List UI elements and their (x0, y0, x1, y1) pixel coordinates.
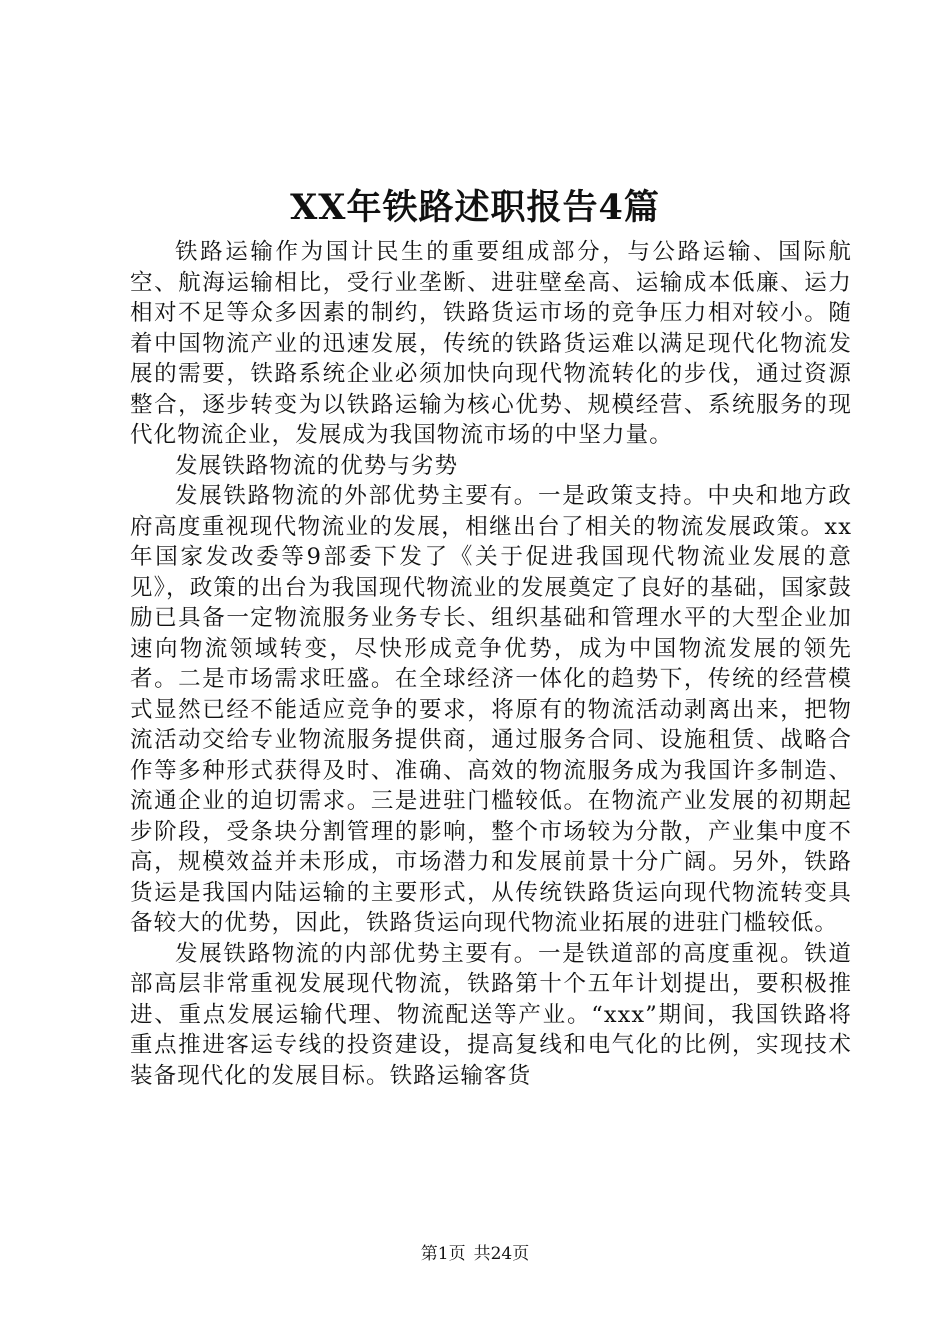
page-number: 第1页 (420, 1244, 466, 1264)
section-heading: 发展铁路物流的优势与劣势 (175, 452, 459, 479)
paragraph-intro: 铁路运输作为国计民生的重要组成部分，与公路运输、国际航空、航海运输相比，受行业垄断、进驻壁垒高、运输成本低廉、运力相对不足等众多因素的制约，铁路货运市场的竞争压力相对较小。随着中国物流产业的迅速发展，传统的铁路货运难以满足现代化物流发展的需要，铁路系统企业必须加快向现代物流转化的步伐，通过资源整合，逐步转变为以铁路运输为核心优势、规模经营、系统服务的现代化物流企业，发展成为我国物流市场的中坚力量。 (130, 239, 852, 448)
document-title: XX年铁路述职报告4篇 (290, 187, 660, 228)
paragraph-internal-advantages: 发展铁路物流的内部优势主要有。一是铁道部的高度重视。铁道部高层非常重视发展现代物流，铁路第十个五年计划提出，要积极推进、重点发展运输代理、物流配送等产业。“xxx”期间，我国铁路将重点推进客运专线的投资建设，提高复线和电气化的比例，实现技术装备现代化的发展目标。铁路运输客货 (130, 940, 852, 1089)
document-body (130, 237, 852, 1091)
total-pages: 共24页 (473, 1244, 530, 1264)
paragraph-external-advantages: 发展铁路物流的外部优势主要有。一是政策支持。中央和地方政府高度重视现代物流业的发展，相继出台了相关的物流发展政策。xx年国家发改委等9部委下发了《关于促进我国现代物流业发展的意见》，政策的出台为我国现代物流业的发展奠定了良好的基础，国家鼓励已具备一定物流服务业务专长、组织基础和管理水平的大型企业加速向物流领域转变，尽快形成竞争优势，成为中国物流发展的领先者。二是市场需求旺盛。在全球经济一体化的趋势下，传统的经营模式显然已经不能适应竞争的要求，将原有的物流活动剥离出来，把物流活动交给专业物流服务提供商，通过服务合同、设施租赁、战略合作等多种形式获得及时、准确、高效的物流服务成为我国许多制造、流通企业的迫切需求。三是进驻门槛较低。在物流产业发展的初期起步阶段，受条块分割管理的影响，整个市场较为分散，产业集中度不高，规模效益并未形成，市场潜力和发展前景十分广阔。另外，铁路货运是我国内陆运输的主要形式，从传统铁路货运向现代物流转变具备较大的优势，因此，铁路货运向现代物流业拓展的进驻门槛较低。 (130, 483, 852, 936)
page-footer (0, 1243, 950, 1265)
